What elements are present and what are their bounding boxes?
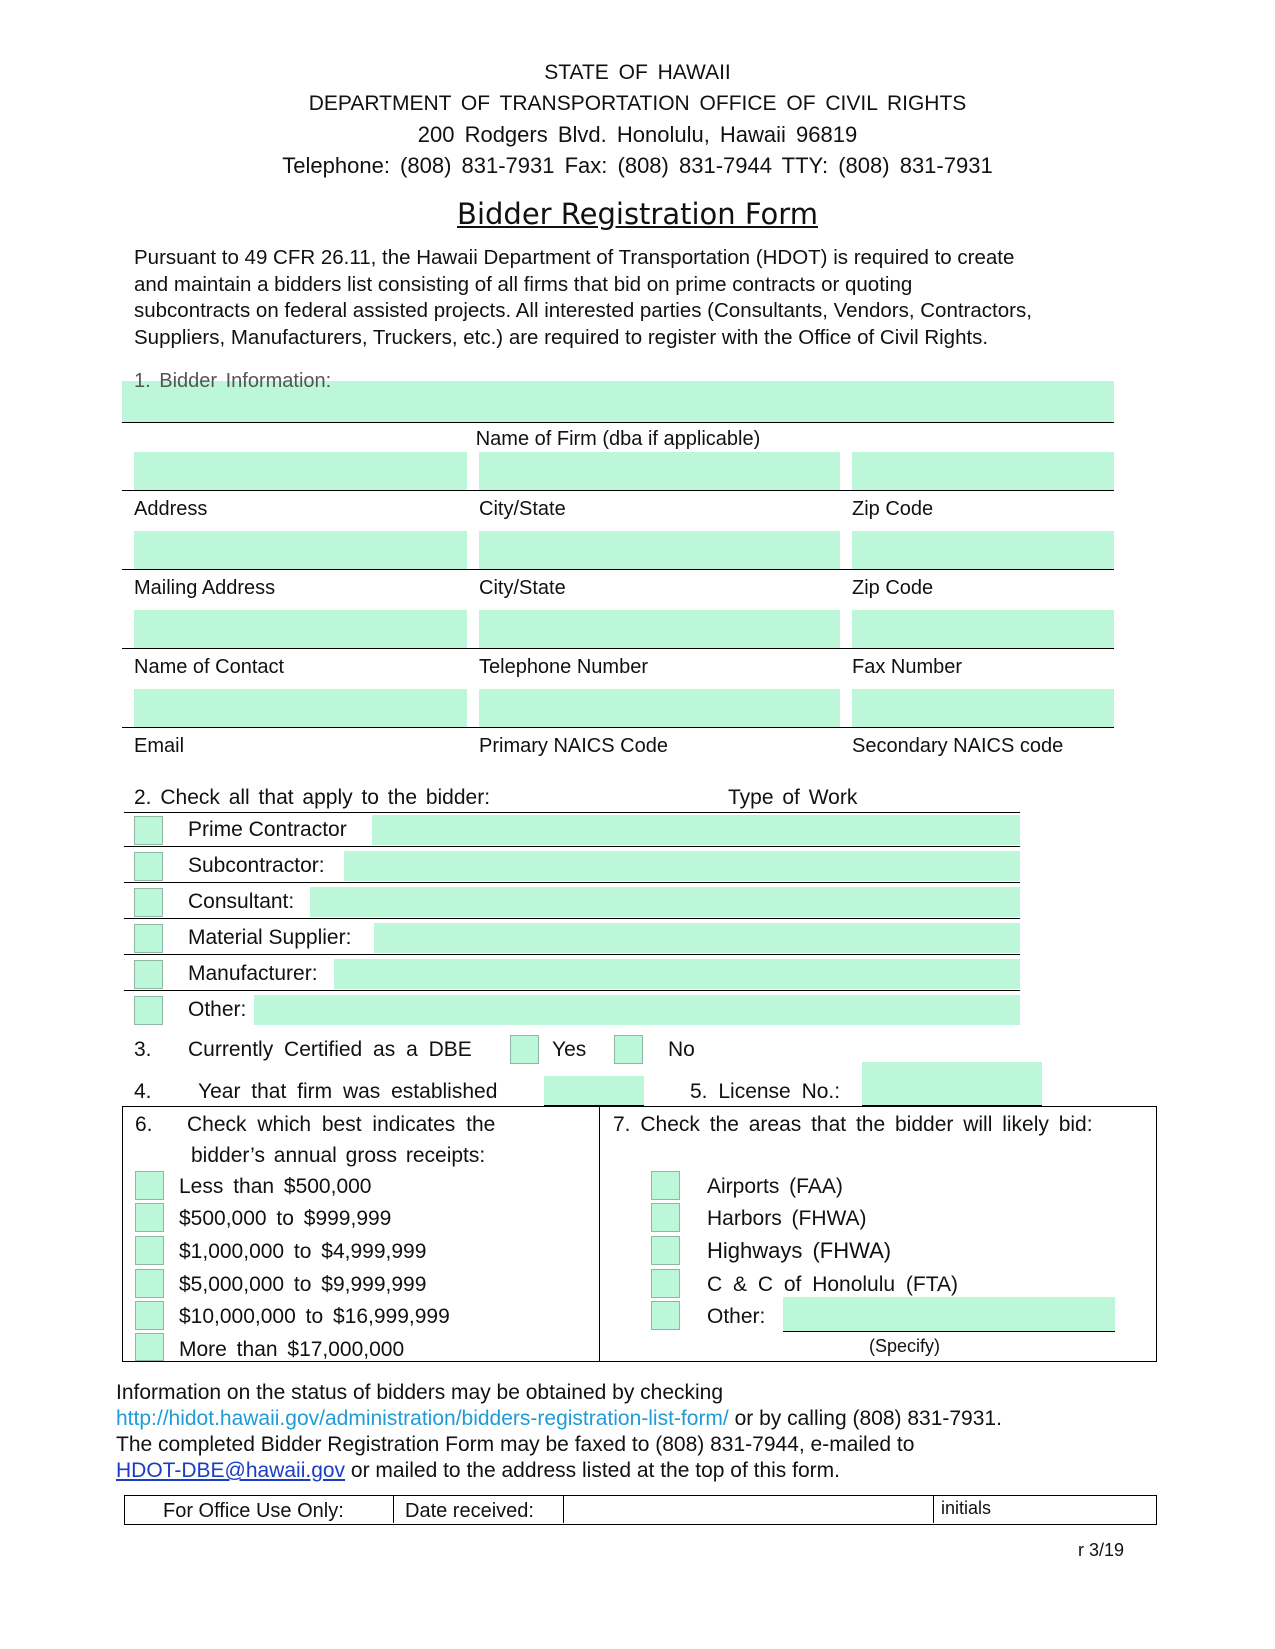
bidder-type-label: Manufacturer: [188,962,318,985]
contact-name-label: Name of Contact [134,656,285,678]
footer-info [116,1380,1002,1484]
receipts-checkbox[interactable] [135,1333,164,1361]
section2-header [124,786,1020,813]
intro-line: subcontracts on federal assisted projects. All interested parties (Consultants, Vendors, Contractors, [134,299,1032,322]
bidder-type-row [124,958,1020,991]
area-checkbox[interactable] [651,1203,680,1232]
mailing-address-field[interactable] [134,531,467,569]
intro-line: and maintain a bidders list consisting of all firms that bid on prime contracts or quoting [134,272,913,296]
divider [122,569,1114,570]
year-established-field[interactable] [544,1076,644,1106]
city-state-field[interactable] [479,452,840,490]
header-state: STATE OF HAWAII [544,61,731,84]
date-received-label: Date received: [405,1500,534,1522]
divider [122,490,1114,491]
receipts-option: $5,000,000 to $9,999,999 [179,1273,427,1296]
email-field[interactable] [134,689,467,727]
email-label: Email [134,735,185,757]
header-address: 200 Rodgers Blvd. Honolulu, Hawaii 96819 [417,122,858,147]
dbe-yes-label: Yes [552,1038,587,1061]
receipts-checkbox[interactable] [135,1269,164,1298]
material-supplier-checkbox[interactable] [134,924,163,953]
footer-line1: Information on the status of bidders may be obtained by checking [116,1381,724,1404]
bidder-type-label: Other: [188,998,247,1021]
divider [122,727,1114,728]
bidder-type-label: Material Supplier: [188,926,352,949]
prime-contractor-checkbox[interactable] [134,816,163,845]
intro-line: Pursuant to 49 CFR 26.11, the Hawaii Department of Transportation (HDOT) is required to create [134,246,1015,269]
mailing-city-state-field[interactable] [479,531,840,569]
dbe-yes-checkbox[interactable] [510,1035,539,1064]
subcontractor-work-field[interactable] [344,851,1020,881]
fax-field[interactable] [852,610,1114,648]
footer-line2-rest: or by calling (808) 831-7931. [728,1407,1002,1430]
receipts-checkbox[interactable] [135,1301,164,1330]
table-divider [393,1496,394,1523]
area-option: Airports (FAA) [707,1175,843,1198]
receipts-checkbox[interactable] [135,1236,164,1265]
bidder-type-row [124,814,1020,847]
header-department: DEPARTMENT OF TRANSPORTATION OFFICE OF CIVIL RIGHTS [308,92,967,115]
other-area-field[interactable] [783,1297,1115,1332]
zip-code-field[interactable] [852,452,1114,490]
divider [122,648,1114,649]
bidder-type-row [124,994,1020,1026]
header-phone: Telephone: (808) 831-7931 Fax: (808) 831-7944 TTY: (808) 831-7931 [282,153,993,178]
bidder-type-row [124,886,1020,919]
receipts-option: Less than $500,000 [179,1175,372,1198]
dbe-no-checkbox[interactable] [614,1035,643,1064]
license-number-field[interactable] [862,1062,1042,1106]
mailing-zip-code-label: Zip Code [852,577,934,599]
bidder-type-row [124,850,1020,883]
manufacturer-work-field[interactable] [334,959,1020,989]
year-established-label: Year that firm was established [198,1080,498,1103]
bidder-type-label: Consultant: [188,890,295,913]
area-option: Other: [707,1305,766,1328]
date-received-field[interactable] [563,1496,933,1523]
bidder-type-row [124,922,1020,955]
secondary-naics-field[interactable] [852,689,1114,727]
specify-label: (Specify) [869,1336,941,1356]
primary-naics-label: Primary NAICS Code [479,735,668,757]
receipts-checkbox[interactable] [135,1203,164,1232]
secondary-naics-label: Secondary NAICS code [852,735,1064,757]
footer-line4-rest: or mailed to the address listed at the top of this form. [345,1459,840,1482]
intro-paragraph [134,245,1032,351]
fax-label: Fax Number [852,656,963,678]
section1-heading: 1. Bidder Information: [134,370,332,392]
initials-label: initials [941,1498,992,1518]
zip-code-label: Zip Code [852,498,934,520]
type-of-work-label: Type of Work [728,786,858,809]
mailing-city-state-label: City/State [479,577,566,599]
city-state-label: City/State [479,498,566,520]
prime-contractor-work-field[interactable] [372,815,1020,845]
section4-number: 4. [134,1080,152,1103]
section6-heading-line1: Check which best indicates the [187,1113,496,1136]
license-label: 5. License No.: [690,1080,841,1103]
dbe-email-link[interactable]: HDOT-DBE@hawaii.gov [116,1459,346,1482]
receipts-areas-table [122,1106,1157,1362]
manufacturer-checkbox[interactable] [134,960,163,989]
address-label: Address [134,498,208,520]
section2-heading: 2. Check all that apply to the bidder: [134,786,491,809]
telephone-label: Telephone Number [479,656,648,678]
address-field[interactable] [134,452,467,490]
area-option: C & C of Honolulu (FTA) [707,1273,959,1296]
consultant-checkbox[interactable] [134,888,163,917]
telephone-field[interactable] [479,610,840,648]
contact-name-field[interactable] [134,610,467,648]
footer-line3: The completed Bidder Registration Form may be faxed to (808) 831-7944, e-mailed to [116,1433,915,1456]
other-type-work-field[interactable] [254,995,1020,1025]
area-checkbox[interactable] [651,1236,680,1265]
area-checkbox[interactable] [651,1269,680,1298]
section3-number: 3. [134,1038,152,1061]
mailing-address-label: Mailing Address [134,577,276,599]
bidders-list-link[interactable]: http://hidot.hawaii.gov/administration/bidders-registration-list-form/ [116,1407,729,1430]
intro-line: Suppliers, Manufacturers, Truckers, etc.) are required to register with the Office of Civil Rights. [134,325,989,349]
page-title: Bidder Registration Form [457,197,818,231]
bidder-type-label: Subcontractor: [188,854,325,877]
subcontractor-checkbox[interactable] [134,852,163,881]
section6-number: 6. [135,1113,153,1136]
area-option: Highways (FHWA) [707,1238,892,1263]
dbe-certified-label: Currently Certified as a DBE [188,1038,472,1061]
table-divider [933,1496,934,1523]
area-checkbox[interactable] [651,1301,680,1330]
office-use-table [124,1495,1157,1525]
bidder-type-label: Prime Contractor [188,818,347,841]
receipts-checkbox[interactable] [135,1171,164,1200]
receipts-option: $10,000,000 to $16,999,999 [179,1305,450,1328]
mailing-zip-code-field[interactable] [852,531,1114,569]
other-type-checkbox[interactable] [134,996,163,1025]
material-supplier-work-field[interactable] [374,923,1020,953]
receipts-option: $500,000 to $999,999 [179,1207,392,1230]
office-use-label: For Office Use Only: [163,1500,344,1522]
section7-heading: 7. Check the areas that the bidder will likely bid: [613,1113,1093,1136]
consultant-work-field[interactable] [310,887,1020,917]
dbe-no-label: No [668,1038,695,1061]
revision-label: r 3/19 [1078,1540,1125,1560]
area-checkbox[interactable] [651,1171,680,1200]
table-divider [599,1107,600,1361]
receipts-option: More than $17,000,000 [179,1338,405,1361]
section6-heading-line2: bidder’s annual gross receipts: [191,1144,486,1167]
receipts-option: $1,000,000 to $4,999,999 [179,1240,427,1263]
area-option: Harbors (FHWA) [707,1207,867,1230]
primary-naics-field[interactable] [479,689,840,727]
firm-name-label: Name of Firm (dba if applicable) [475,428,761,450]
